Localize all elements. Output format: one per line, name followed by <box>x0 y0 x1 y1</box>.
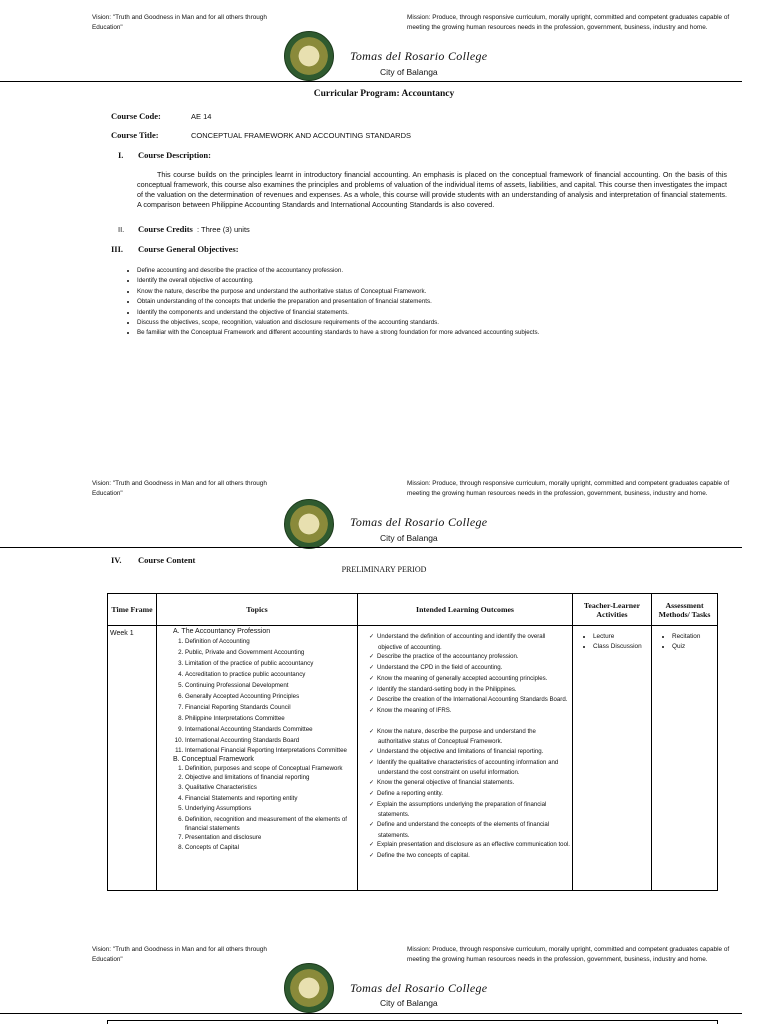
list-item: 4. Accreditation to practice public accountancy <box>185 669 357 680</box>
outcomes-cell <box>358 626 573 891</box>
list-item: 4. Financial Statements and reporting entity <box>185 794 357 804</box>
list-item: 3. Qualitative Characteristics <box>185 783 357 793</box>
list-item: • Be familiar with the Conceptual Framework and different accounting standards to have a strong foundation for more advanced accounting subjects. <box>137 328 747 338</box>
list-item: ✓ Identify the qualitative characteristics of accounting information and understand the cost constraint on useful information. <box>378 758 570 778</box>
col-assessment: Assessment Methods/ Tasks <box>652 594 718 626</box>
col-time-frame: Time Frame <box>108 594 157 626</box>
list-item: 6. Definition, recognition and measurement of the elements of financial statements <box>185 815 357 833</box>
activities-cell <box>573 626 652 891</box>
vision-statement: Vision: "Truth and Goodness in Man and for all others through Education" <box>92 480 267 497</box>
college-seal-icon <box>284 31 334 81</box>
college-name: Tomas del Rosario College <box>350 515 488 529</box>
college-seal-icon <box>284 499 334 549</box>
header-divider <box>0 1013 742 1014</box>
list-item: ✓ Understand the objective and limitations of financial reporting. <box>378 747 570 758</box>
course-description-heading: Course Description: <box>138 150 211 160</box>
vision-statement: Vision: "Truth and Goodness in Man and for all others through Education" <box>92 946 267 963</box>
next-table-edge <box>107 1020 718 1024</box>
college-seal-icon <box>284 963 334 1013</box>
list-item: 2. Objective and limitations of financial reporting <box>185 773 357 783</box>
topic-list <box>157 764 357 853</box>
objectives-list <box>123 266 747 339</box>
header-divider <box>0 547 742 548</box>
section-number: II. <box>118 225 125 234</box>
list-item: 7. Presentation and disclosure <box>185 833 357 843</box>
mission-statement: Mission: Produce, through responsive curriculum, morally upright, committed and competent graduates capable of meeting the growing human resources needs in the profession, government, business, industry and home. <box>407 480 730 497</box>
outcomes-list <box>366 632 570 717</box>
list-item: 10. International Accounting Standards Board <box>185 735 357 746</box>
list-item: • Recitation <box>672 632 715 642</box>
list-item: 9. International Accounting Standards Committee <box>185 724 357 735</box>
topic-heading: B. Conceptual Framework <box>173 756 254 763</box>
list-item: 1. Definition, purposes and scope of Conceptual Framework <box>185 764 357 773</box>
list-item: 2. Public, Private and Government Accounting <box>185 647 357 658</box>
topics-cell <box>157 626 358 891</box>
course-content-table <box>107 593 718 891</box>
list-item: • Define accounting and describe the practice of the accountancy profession. <box>137 266 747 276</box>
outcomes-list <box>366 727 570 862</box>
section-number: I. <box>118 150 124 160</box>
college-name: Tomas del Rosario College <box>350 49 488 63</box>
list-item: • Quiz <box>672 642 715 652</box>
list-item: 8. Philippine Interpretations Committee <box>185 713 357 724</box>
college-city: City of Balanga <box>380 67 438 77</box>
col-learning-outcomes: Intended Learning Outcomes <box>358 594 573 626</box>
topic-heading: A. The Accountancy Profession <box>173 628 271 635</box>
course-code: AE 14 <box>191 112 212 121</box>
list-item: ✓ Explain the assumptions underlying the preparation of financial statements. <box>378 800 570 820</box>
course-title-label: Course Title: <box>111 130 159 140</box>
list-item: ✓ Know the nature, describe the purpose and understand the authoritative status of Conceptual Framework. <box>378 727 570 747</box>
mission-statement: Mission: Produce, through responsive curriculum, morally upright, committed and competent graduates capable of meeting the growing human resources needs in the profession, government, business, industry and home. <box>407 946 730 963</box>
list-item: ✓ Know the meaning of generally accepted accounting principles. <box>378 674 570 685</box>
list-item: 11. International Financial Reporting Interpretations Committee <box>185 746 357 755</box>
course-credits-heading: Course Credits <box>138 224 193 234</box>
list-item: ✓ Explain presentation and disclosure as an effective communication tool. <box>378 840 570 851</box>
college-name: Tomas del Rosario College <box>350 981 488 995</box>
list-item: • Discuss the objectives, scope, recognition, valuation and disclosure requirements of the accounting standards. <box>137 318 747 328</box>
list-item: • Identify the overall objective of accounting. <box>137 276 747 286</box>
list-item: ✓ Define the two concepts of capital. <box>378 851 570 862</box>
list-item: ✓ Describe the creation of the International Accounting Standards Board. <box>378 695 570 706</box>
section-number: III. <box>111 244 124 254</box>
list-item: ✓ Define a reporting entity. <box>378 789 570 800</box>
course-description: This course builds on the principles learnt in introductory financial accounting. An emphasis is placed on the conceptual framework of financial accounting. On the basis of this conceptual framework, this course also examines the principles and problems of valuation of the individual items of assets, liabilities, and capital. This course then investigates the impact of the valuation on the determination of revenues and expenses. As a whole, this course will provide students with an understanding of analysis and interpretation of financial statements. A comparison between Philippine Accounting Standards and International Accounting Standards is also covered. <box>137 170 727 209</box>
course-content-heading: Course Content <box>138 555 196 565</box>
mission-statement: Mission: Produce, through responsive curriculum, morally upright, committed and competent graduates capable of meeting the growing human resources needs in the profession, government, business, industry and home. <box>407 14 730 31</box>
list-item: ✓ Know the general objective of financial statements. <box>378 778 570 789</box>
course-credits-value: : Three (3) units <box>197 225 250 234</box>
program-title: Curricular Program: Accountancy <box>313 89 455 99</box>
list-item: ✓ Know the meaning of IFRS. <box>378 706 570 717</box>
week-cell: Week 1 <box>108 626 157 891</box>
list-item: 7. Financial Reporting Standards Council <box>185 702 357 713</box>
college-city: City of Balanga <box>380 533 438 543</box>
list-item: 6. Generally Accepted Accounting Principles <box>185 691 357 702</box>
table-row <box>108 626 718 891</box>
list-item: ✓ Describe the practice of the accountancy profession. <box>378 652 570 663</box>
list-item: • Identify the components and understand the objective of financial statements. <box>137 308 747 318</box>
list-item: 3. Limitation of the practice of public accountancy <box>185 658 357 669</box>
list-item: ✓ Understand the definition of accounting and identify the overall objective of accounting. <box>378 632 570 652</box>
list-item: • Know the nature, describe the purpose and understand the authoritative status of Conceptual Framework. <box>137 287 747 297</box>
course-code-label: Course Code: <box>111 111 161 121</box>
period-title: PRELIMINARY PERIOD <box>341 565 427 574</box>
objectives-heading: Course General Objectives: <box>138 244 239 254</box>
course-title: CONCEPTUAL FRAMEWORK AND ACCOUNTING STANDARDS <box>191 131 412 140</box>
col-topics: Topics <box>157 594 358 626</box>
list-item: • Lecture <box>593 632 649 642</box>
list-item: • Class Discussion <box>593 642 649 652</box>
assessment-list <box>654 632 715 651</box>
list-item: ✓ Understand the CPD in the field of accounting. <box>378 663 570 674</box>
vision-statement: Vision: "Truth and Goodness in Man and for all others through Education" <box>92 14 267 31</box>
activities-list <box>575 632 649 651</box>
list-item: • Obtain understanding of the concepts that underlie the preparation and presentation of financial statements. <box>137 297 747 307</box>
header-divider <box>0 81 742 82</box>
assessment-cell <box>652 626 718 891</box>
col-activities: Teacher-Learner Activities <box>573 594 652 626</box>
list-item: 1. Definition of Accounting <box>185 636 357 647</box>
section-number: IV. <box>111 555 122 565</box>
college-city: City of Balanga <box>380 998 438 1008</box>
list-item: 8. Concepts of Capital <box>185 843 357 853</box>
list-item: ✓ Identify the standard-setting body in the Philippines. <box>378 685 570 696</box>
topic-list <box>157 636 357 755</box>
list-item: 5. Underlying Assumptions <box>185 804 357 814</box>
list-item: 5. Continuing Professional Development <box>185 680 357 691</box>
list-item: ✓ Define and understand the concepts of the elements of financial statements. <box>378 820 570 840</box>
